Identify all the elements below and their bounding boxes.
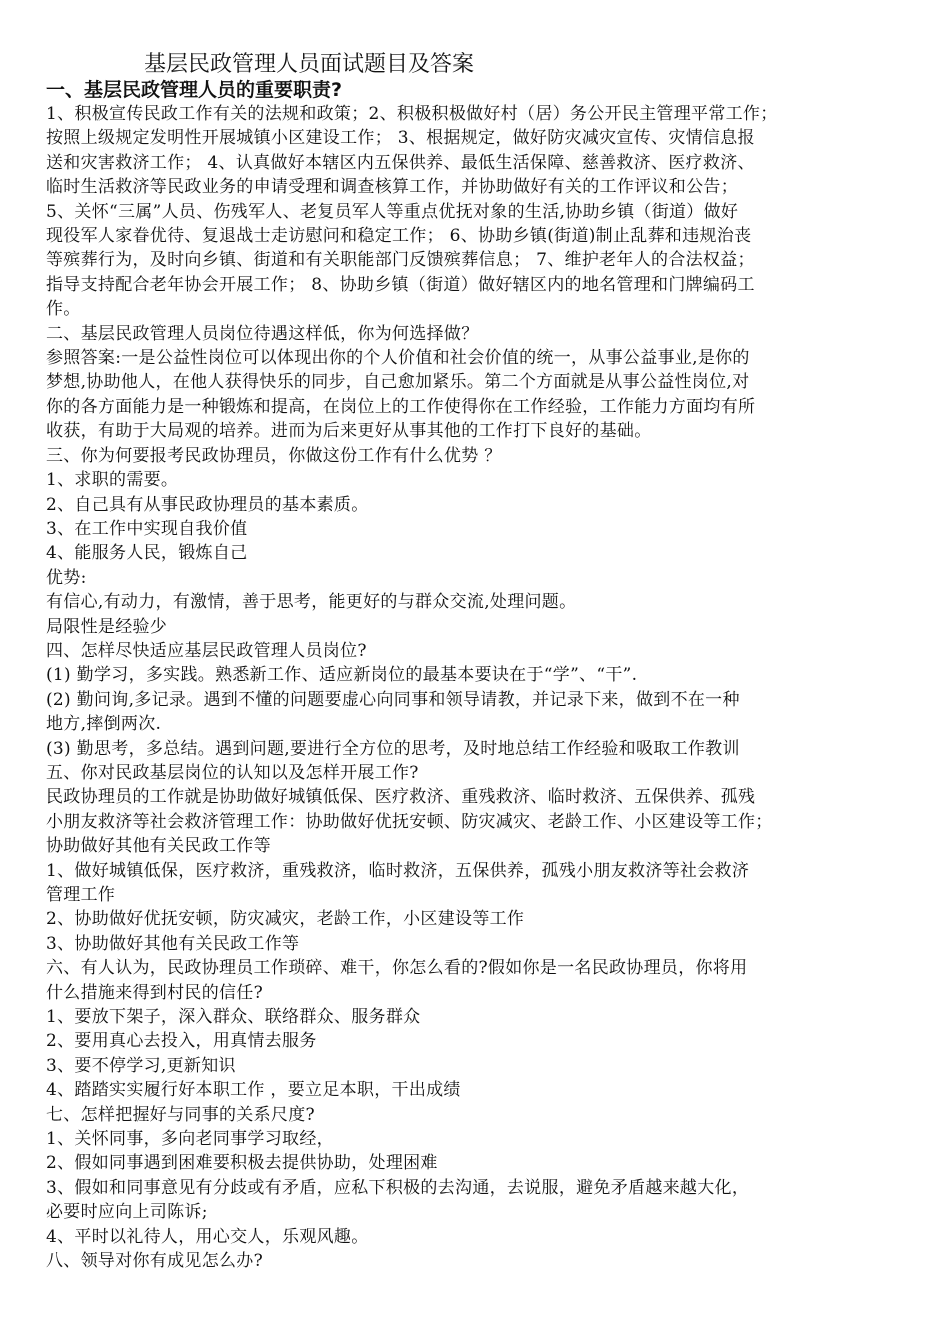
text-line: 3、假如和同事意见有分歧或有矛盾，应私下积极的去沟通，去说服，避免矛盾越来越大化， xyxy=(46,1177,750,1198)
text-line: 临时生活救济等民政业务的申请受理和调查核算工作，并协助做好有关的工作评议和公告； xyxy=(46,177,738,198)
text-line: 4、能服务人民，锻炼自己 xyxy=(46,543,248,564)
text-line: 5、关怀“三属”人员、伤残军人、老复员军人等重点优抚对象的生活,协助乡镇（街道）做好 xyxy=(46,201,739,222)
text-line: 1、求职的需要。 xyxy=(46,470,179,491)
text-line: 3、在工作中实现自我价值 xyxy=(46,518,248,539)
document-page xyxy=(46,50,914,1274)
text-line: (3) 勤思考，多总结。遇到问题,要进行全方位的思考，及时地总结工作经验和吸取工作教训 xyxy=(46,738,740,759)
text-line: 三、你为何要报考民政协理员，你做这份工作有什么优势 ？ xyxy=(46,445,502,466)
document-title: 基层民政管理人员面试题目及答案 xyxy=(144,51,475,76)
text-line: 3、要不停学习,更新知识 xyxy=(46,1055,236,1076)
text-line: 局限性是经验少 xyxy=(46,616,168,637)
text-line: 八、领导对你有成见怎么办? xyxy=(46,1251,264,1272)
text-line: 作。 xyxy=(46,299,81,320)
text-line: 民政协理员的工作就是协助做好城镇低保、医疗救济、重残救济、临时救济、五保供养、孤残 xyxy=(46,787,756,808)
text-line: 指导支持配合老年协会开展工作； 8、协助乡镇（街道）做好辖区内的地名管理和门牌编码工 xyxy=(46,274,755,295)
text-line: 七、怎样把握好与同事的关系尺度? xyxy=(46,1104,315,1125)
text-line: 二、基层民政管理人员岗位待遇这样低，你为何选择做？ xyxy=(46,323,479,344)
text-line: 2、要用真心去投入，用真情去服务 xyxy=(46,1031,317,1052)
text-line: 1、要放下架子，深入群众、联络群众、服务群众 xyxy=(46,1007,421,1028)
text-line: 收获，有助于大局观的培养。进而为后来更好从事其他的工作打下良好的基础。 xyxy=(46,421,652,442)
text-line: 六、有人认为，民政协理员工作琐碎、难干，你怎么看的?假如你是一名民政协理员，你将用 xyxy=(46,958,748,979)
text-line: 1、做好城镇低保，医疗救济，重残救济，临时救济，五保供养，孤残小朋友救济等社会救济 xyxy=(46,860,750,881)
text-line: 协助做好其他有关民政工作等 xyxy=(46,836,271,857)
text-line: 地方,摔倒两次. xyxy=(46,714,162,735)
text-line: 管理工作 xyxy=(46,885,116,905)
text-line: 参照答案:一是公益性岗位可以体现出你的个人价值和社会价值的统一，从事公益事业,是你的 xyxy=(46,348,750,369)
text-line: 必要时应向上司陈诉; xyxy=(46,1202,208,1223)
text-line: 优势: xyxy=(46,567,87,588)
text-line: 什么措施来得到村民的信任? xyxy=(46,982,264,1003)
text-line: 按照上级规定发明性开展城镇小区建设工作； 3、根据规定，做好防灾减灾宣传、灾情信息报 xyxy=(46,128,755,149)
text-line: 小朋友救济等社会救济管理工作：协助做好优抚安顿、防灾减灾、老龄工作、小区建设等工作； xyxy=(46,811,773,832)
text-line: (2) 勤问询,多记录。遇到不懂的问题要虚心向同事和领导请教，并记录下来，做到不在一种 xyxy=(46,689,740,710)
section-heading-1: 一、基层民政管理人员的重要职责? xyxy=(46,79,343,101)
text-line: 2、协助做好优抚安顿，防灾减灾，老龄工作，小区建设等工作 xyxy=(46,909,525,930)
text-line: 4、踏踏实实履行好本职工作 ，要立足本职，干出成绩 xyxy=(46,1080,461,1101)
text-line: (1) 勤学习，多实践。熟悉新工作、适应新岗位的最基本要诀在于“学”、“干”. xyxy=(46,665,638,686)
text-line: 送和灾害救济工作； 4、认真做好本辖区内五保供养、最低生活保障、慈善救济、医疗救济、 xyxy=(46,152,755,173)
text-line: 4、平时以礼待人，用心交人，乐观风趣。 xyxy=(46,1226,369,1247)
text-line: 你的各方面能力是一种锻炼和提高，在岗位上的工作使得你在工作经验，工作能力方面均有所 xyxy=(46,396,756,417)
document-body xyxy=(46,102,914,1274)
text-line: 五、你对民政基层岗位的认知以及怎样开展工作? xyxy=(46,762,419,783)
text-line: 1、关怀同事，多向老同事学习取经， xyxy=(46,1129,334,1150)
text-line: 有信心,有动力，有激情，善于思考，能更好的与群众交流,处理问题。 xyxy=(46,592,577,613)
text-line: 2、自己具有从事民政协理员的基本素质。 xyxy=(46,494,369,515)
text-line: 现役军人家眷优待、复退战士走访慰问和稳定工作； 6、协助乡镇(街道)制止乱葬和违规治丧 xyxy=(46,226,752,247)
text-line: 1、积极宣传民政工作有关的法规和政策；2、积极积极做好村（居）务公开民主管理平常工作； xyxy=(46,104,778,124)
text-line: 四、怎样尽快适应基层民政管理人员岗位? xyxy=(46,640,367,661)
text-line: 2、假如同事遇到困难要积极去提供协助，处理困难 xyxy=(46,1153,438,1174)
text-line: 3、协助做好其他有关民政工作等 xyxy=(46,933,300,954)
text-line: 梦想,协助他人，在他人获得快乐的同步，自己愈加紧乐。第二个方面就是从事公益性岗位,对 xyxy=(46,372,750,393)
text-line: 等殡葬行为，及时向乡镇、街道和有关职能部门反馈殡葬信息； 7、维护老年人的合法权益； xyxy=(46,250,755,271)
